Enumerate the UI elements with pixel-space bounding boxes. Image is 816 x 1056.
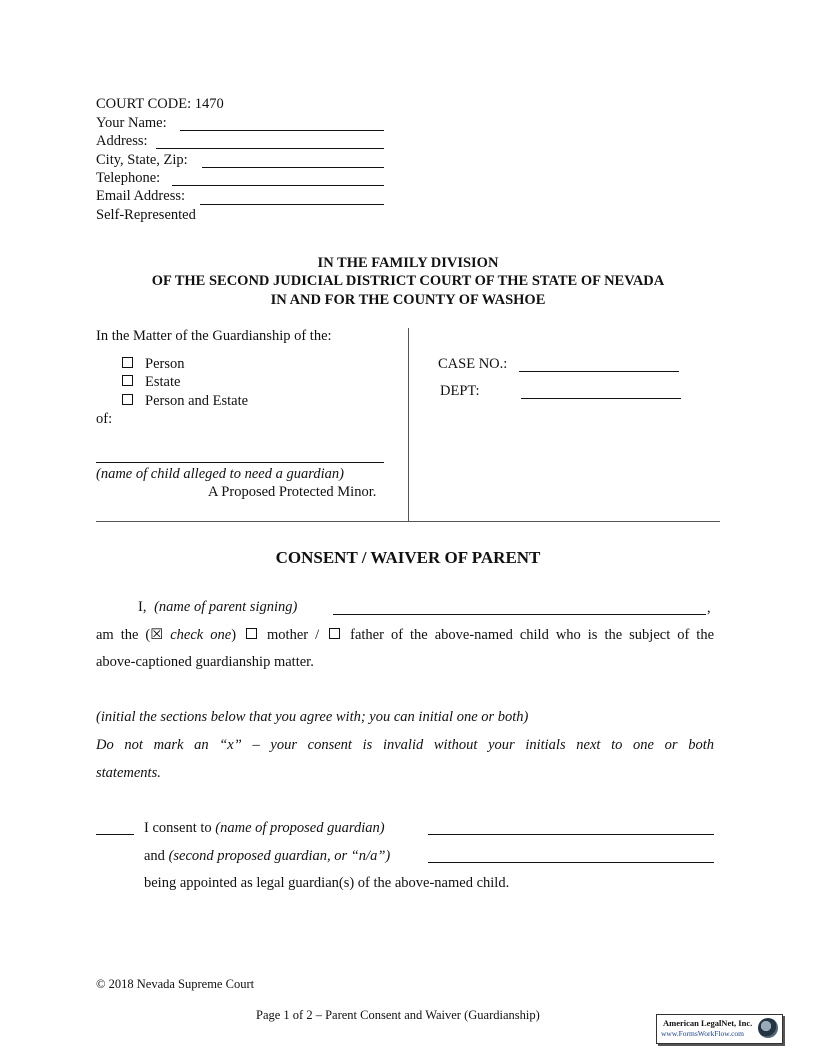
am-the-label: am the ( (96, 627, 151, 643)
initial-instructions: (initial the sections below that you agree with; you can initial one or both) (96, 709, 529, 725)
option-estate-label: Estate (145, 374, 181, 390)
warning-line2: statements. (96, 765, 161, 781)
proposed-minor-label: A Proposed Protected Minor. (208, 484, 377, 500)
address-field[interactable] (156, 148, 384, 149)
caption-divider-vertical (408, 328, 409, 521)
logo-line1: American LegalNet, Inc. (663, 1018, 753, 1028)
check-one-symbol: ☒ (150, 627, 164, 643)
father-label: father of the above-named child who is the subject of the (350, 627, 715, 643)
case-no-label: CASE NO.: (438, 356, 508, 372)
warning-line1: Do not mark an “x” – your consent is invalid without your initials next to one or both (96, 737, 714, 753)
address-label: Address: (96, 133, 148, 149)
parent-name-field[interactable] (333, 614, 706, 615)
caption-divider-horizontal (96, 521, 720, 522)
option-estate[interactable] (122, 374, 180, 391)
mother-label: mother / (267, 627, 320, 643)
copyright: © 2018 Nevada Supreme Court (96, 977, 255, 991)
option-person-label: Person (145, 356, 185, 372)
city-state-zip-field[interactable] (202, 167, 384, 168)
telephone-field[interactable] (172, 185, 384, 186)
close-paren: ) (231, 627, 237, 643)
parent-role-line (96, 627, 714, 644)
mother-checkbox[interactable] (246, 628, 257, 639)
person-checkbox[interactable] (122, 357, 133, 368)
globe-icon (758, 1018, 778, 1038)
initials-field[interactable] (96, 834, 134, 835)
page-footer: Page 1 of 2 – Parent Consent and Waiver (Guardianship) (256, 1008, 540, 1022)
and-text: and (144, 848, 165, 864)
i-label: I, (138, 599, 147, 615)
legalnet-logo (656, 1014, 783, 1044)
your-name-field[interactable] (180, 130, 384, 131)
father-checkbox[interactable] (329, 628, 340, 639)
child-name-hint: (name of child alleged to need a guardian) (96, 466, 344, 482)
dept-label: DEPT: (440, 383, 480, 399)
second-guardian-label (144, 848, 390, 865)
parent-signing-hint: (name of parent signing) (154, 599, 298, 615)
document-title: CONSENT / WAIVER OF PARENT (275, 548, 541, 567)
second-guardian-field[interactable] (428, 862, 714, 863)
captioned-matter-text: above-captioned guardianship matter. (96, 654, 314, 670)
dept-field[interactable] (521, 398, 681, 399)
telephone-label: Telephone: (96, 170, 161, 186)
court-title-line1: IN THE FAMILY DIVISION (317, 255, 499, 271)
case-no-field[interactable] (519, 371, 679, 372)
self-represented-label: Self-Represented (96, 207, 196, 223)
comma: , (707, 600, 711, 616)
email-label: Email Address: (96, 188, 186, 204)
check-one-hint: check one (170, 627, 232, 643)
email-field[interactable] (200, 204, 384, 205)
proposed-guardian-field[interactable] (428, 834, 714, 835)
your-name-label: Your Name: (96, 115, 167, 131)
court-title-line2: OF THE SECOND JUDICIAL DISTRICT COURT OF THE STATE OF NEVADA (151, 273, 665, 289)
option-person-and-estate[interactable] (122, 393, 248, 410)
appointed-text: being appointed as legal guardian(s) of the above-named child. (144, 875, 510, 891)
court-code: COURT CODE: 1470 (96, 96, 224, 112)
estate-checkbox[interactable] (122, 375, 133, 386)
child-name-field[interactable] (96, 462, 384, 463)
person-and-estate-checkbox[interactable] (122, 394, 133, 405)
of-label: of: (96, 411, 113, 427)
matter-label: In the Matter of the Guardianship of the: (96, 328, 332, 344)
court-title-line3: IN AND FOR THE COUNTY OF WASHOE (270, 292, 546, 308)
option-person[interactable] (122, 356, 184, 373)
proposed-guardian-hint: (name of proposed guardian) (215, 820, 385, 836)
city-state-zip-label: City, State, Zip: (96, 152, 188, 168)
consent-to-text: I consent to (144, 820, 212, 836)
consent-label (144, 820, 385, 837)
option-person-and-estate-label: Person and Estate (145, 393, 249, 409)
parent-signing-label (138, 599, 297, 616)
second-guardian-hint: (second proposed guardian, or “n/a”) (168, 848, 391, 864)
logo-line2: www.FormsWorkFlow.com (661, 1029, 745, 1038)
